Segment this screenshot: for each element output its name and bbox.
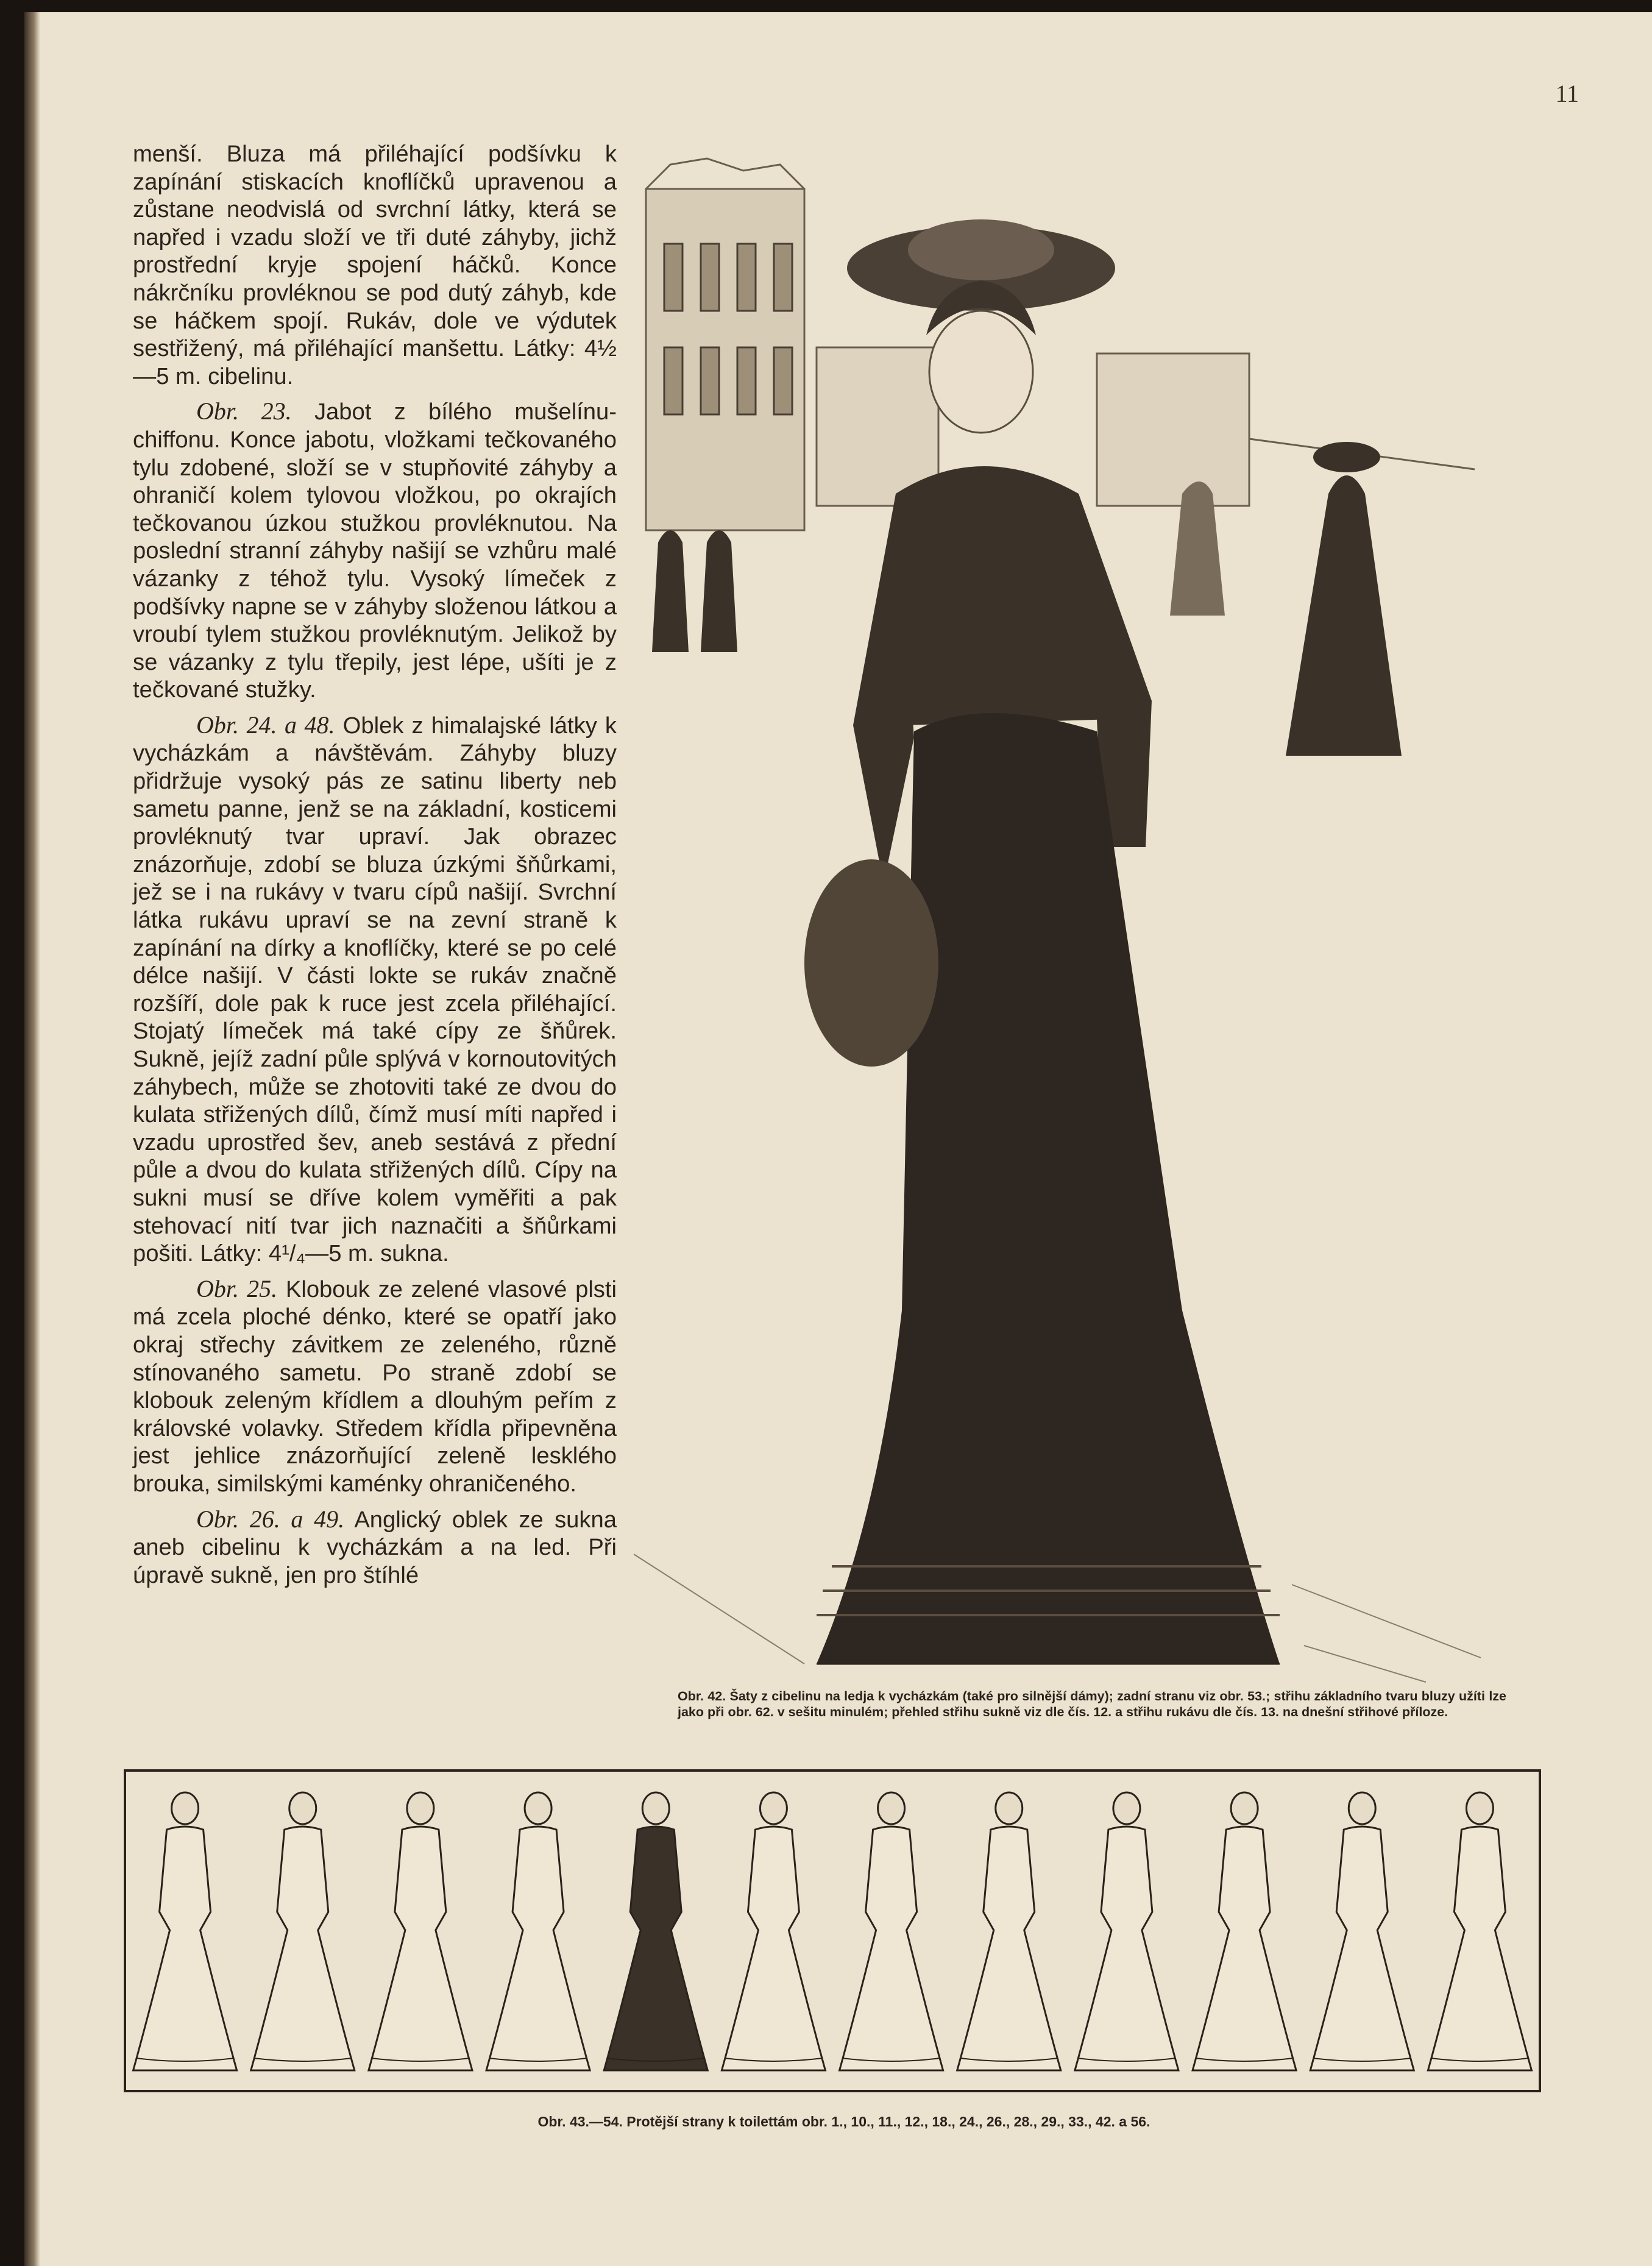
article-text-column bbox=[133, 140, 617, 1596]
paragraph-continued: menší. Bluza má přiléhající podšívku k zapínání stiskacích knoflíčků upravenou a zůstane neodvislá od svrchní látky, která se napřed i vzadu složí ve tři duté záhyby, jichž prostřední kryje spojení háčků. Konce nákrčníku provléknou se pod dutý záhyb, kde se háčkem spojí. Rukáv, dole ve výdutek sestřižený, má přiléhající manšettu. Látky: 4½—5 m. cibelinu. bbox=[133, 141, 617, 389]
illustration-drawing bbox=[634, 152, 1487, 1694]
dress-figure-49 bbox=[840, 1792, 943, 2070]
back-view-figures bbox=[126, 1772, 1539, 2090]
dress-figure-54 bbox=[1428, 1792, 1531, 2070]
paragraph-text: Klobouk ze zelené vlasové plsti má zcela ploché dénko, které se opatří jako okraj střechy závitkem ze zeleného, různě stínovaného sametu. Po straně zdobí se klobouk zeleným křídlem a dlouhým peřím z královské volavky. Středem křídla připevněna jest jehlice znázorňující zeleně lesklého brouka, similskými kaménky ohraničeného. bbox=[133, 1276, 617, 1497]
paragraph-obr-25 bbox=[133, 1275, 617, 1498]
paragraph-obr-23 bbox=[133, 397, 617, 704]
fashion-illustration-obr-42 bbox=[634, 152, 1487, 1694]
dress-figure-43 bbox=[133, 1792, 237, 2070]
background-buildings bbox=[646, 158, 1475, 530]
figure-reference: Obr. 23. bbox=[196, 397, 292, 425]
dress-figure-52 bbox=[1193, 1792, 1296, 2070]
dress-figure-50 bbox=[957, 1792, 1061, 2070]
figure-42-caption: Obr. 42. Šaty z cibelinu na ledja k vycházkám (také pro silnější dámy); zadní stranu viz obr. 53.; střihu základního tvaru bluzy užíti lze jako při obr. 62. v sešitu minulém; přehled střihu sukně viz dle čís. 12. a střihu rukávu dle čís. 13. na dnešní střihové příloze. bbox=[678, 1689, 1506, 1719]
figure-reference: Obr. 26. a 49. bbox=[196, 1505, 345, 1533]
paragraph-text: Jabot z bílého mušelínu-chiffonu. Konce jabotu, vložkami tečkovaného tylu zdobené, složí se v stupňovité záhyby a ohraničí kolem tylovou vložkou, po okrajích tečkovanou úzkou stužkou provléknutou. Na poslední stranní záhyby našijí se vzhůru malé vázanky z téhož tylu. Vysoký límeček z podšívky napne se v záhyby složenou látkou a vroubí tylem stužkou provléknutým. Jelikož by se vázanky z tylu třepily, jest lépe, ušíti je z tečkované stužky. bbox=[133, 399, 617, 703]
page-number: 11 bbox=[1555, 80, 1579, 107]
paragraph-text: Oblek z himalajské látky k vycházkám a návštěvám. Záhyby bluzy přidržuje vysoký pás ze satinu liberty neb sametu panne, jenž se na základní, kosticemi provléknutý tvar upraví. Jak obrazec znázorňuje, zdobí se bluza úzkými šňůrkami, jež se i na rukávy v tvaru cípů našijí. Svrchní látka rukávu upraví se na zevní straně k zapínání na dírky a knoflíčky, které se po celé délce našijí. V části lokte se rukáv značně rozšíří, dole pak k ruce jest zcela přiléhající. Stojatý límeček má také cípy ze šňůrek. Sukně, jejíž zadní půle splývá v kornoutovitých záhybech, může se zhotoviti také ze dvou do kulata střižených dílů, čímž musí míti napřed i vzadu uprostřed šev, aneb sestává z přední půle a dvou do kulata střižených dílů. Cípy na sukni musí se dříve kolem vyměřiti a pak stehovací nití tvar jich naznačiti a šňůrkami pošiti. Látky: 4¹/₄—5 m. sukna. bbox=[133, 712, 617, 1267]
figures-43-54-strip bbox=[124, 1769, 1541, 2092]
paragraph-text: Anglický oblek ze sukna aneb cibelinu k vycházkám a na led. Při úpravě sukně, jen pro štíhlé bbox=[133, 1506, 617, 1588]
book-spine-shadow bbox=[24, 12, 40, 2266]
dress-figure-51 bbox=[1075, 1792, 1179, 2070]
dress-figure-45 bbox=[369, 1792, 472, 2070]
figures-43-54-caption: Obr. 43.—54. Protější strany k toilettám obr. 1., 10., 11., 12., 18., 24., 26., 28., 29., 33., 42. a 56. bbox=[537, 2114, 1150, 2129]
figure-reference: Obr. 25. bbox=[196, 1274, 278, 1302]
dress-figure-44 bbox=[251, 1792, 355, 2070]
paragraph-obr-26-49 bbox=[133, 1505, 617, 1589]
paragraph-obr-24-48 bbox=[133, 711, 617, 1268]
dress-figure-48 bbox=[721, 1792, 825, 2070]
magazine-page bbox=[24, 12, 1652, 2266]
dress-figure-53 bbox=[1310, 1792, 1414, 2070]
dress-figure-47 bbox=[604, 1792, 707, 2070]
figure-reference: Obr. 24. a 48. bbox=[196, 711, 335, 739]
dress-figure-46 bbox=[486, 1792, 590, 2070]
